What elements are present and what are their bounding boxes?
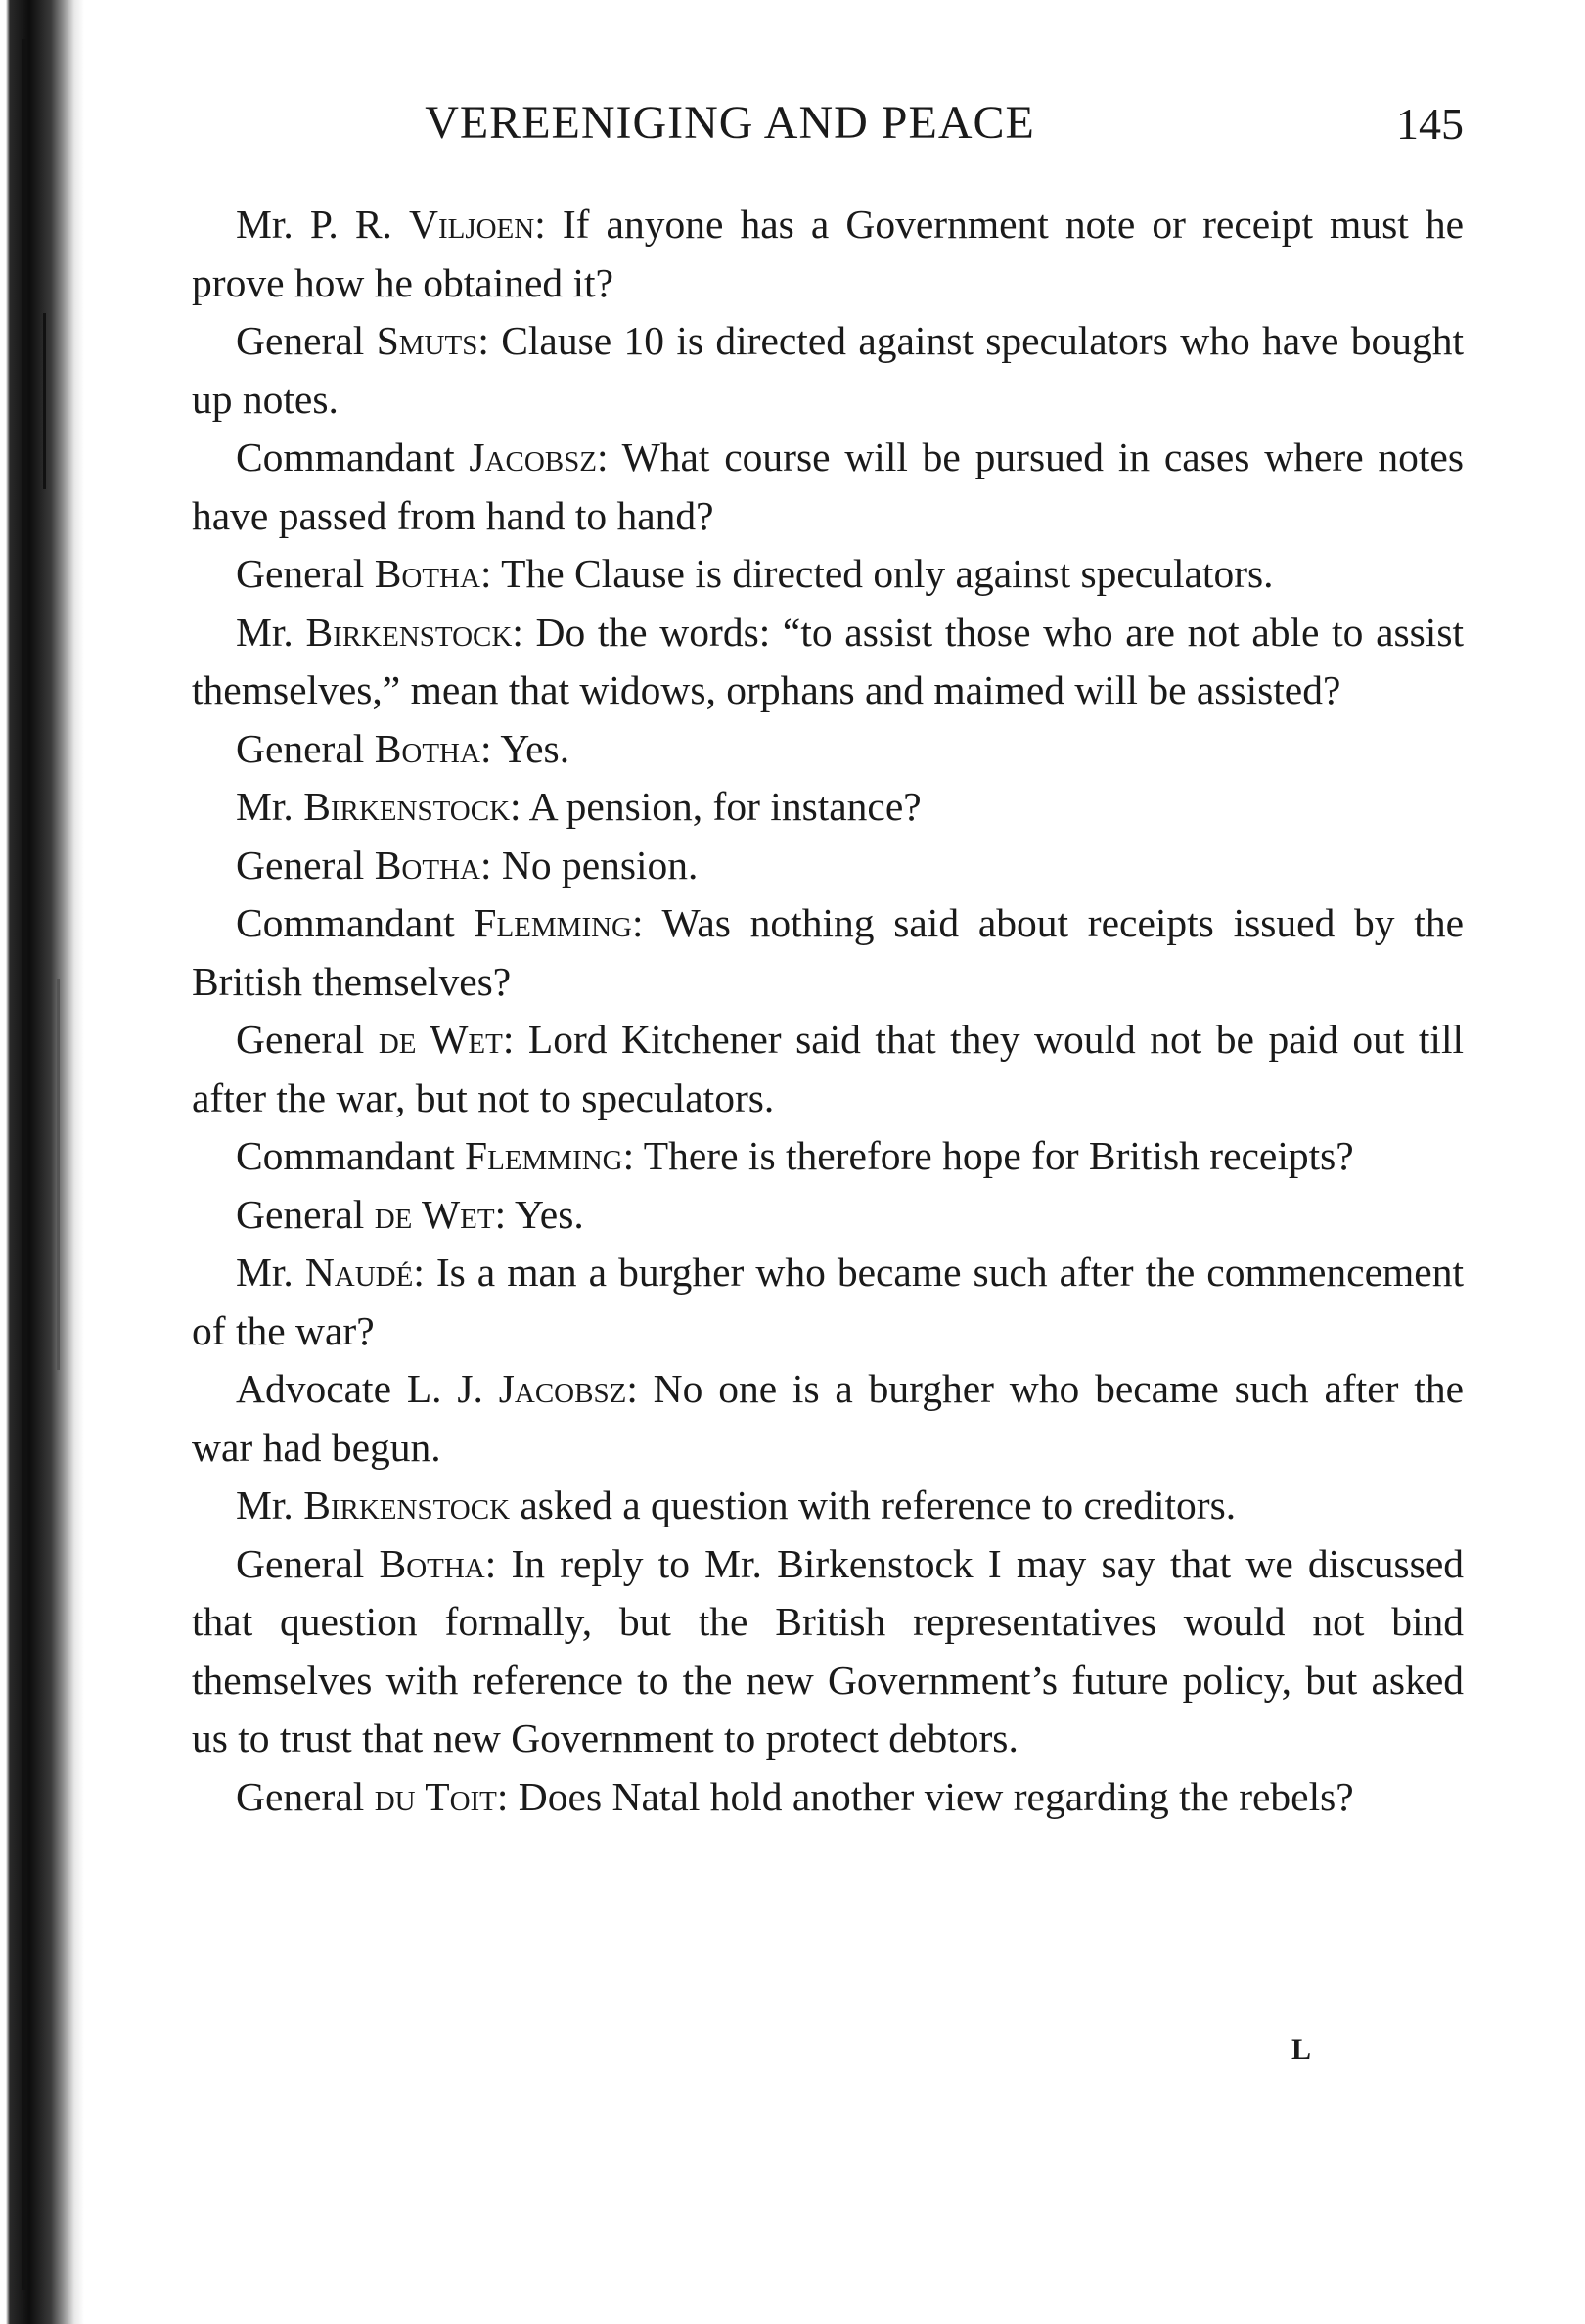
paragraph: General Botha: No pension. xyxy=(236,842,699,888)
speaker-name: Botha xyxy=(374,842,480,888)
paragraph: General Botha: In reply to Mr. Birkenstock I may say that we discussed that question formally, but the British representatives would not bind themselves with reference to the new Government’s future policy, but asked us to trust that new Government to protect debtors. xyxy=(192,1540,1464,1760)
paragraph: Mr. P. R. Viljoen: If anyone has a Government note or receipt must he prove how he obtained it? xyxy=(192,202,1465,305)
speaker-name: Birkenstock xyxy=(303,784,511,829)
speaker-name: Naudé xyxy=(304,1250,414,1295)
speaker-name: de Wet xyxy=(378,1017,503,1062)
paragraph: General Botha: The Clause is directed only against speculators. xyxy=(236,551,1274,596)
running-head: VEREENIGING AND PEACE xyxy=(425,97,1035,149)
paragraph: Commandant Flemming: Was nothing said about receipts issued by the British themselves? xyxy=(192,900,1465,1004)
paragraph: General Smuts: Clause 10 is directed against speculators who have bought up notes. xyxy=(192,318,1464,422)
speaker-name: Smuts xyxy=(376,318,478,363)
signature-mark: L xyxy=(1291,2033,1312,2066)
speaker-name: Birkenstock xyxy=(303,1482,511,1527)
speaker-name: Viljoen xyxy=(408,202,535,247)
paragraph: Mr. Naudé: Is a man a burgher who became such after the commencement of the war? xyxy=(192,1250,1465,1353)
speaker-name: Birkenstock xyxy=(305,609,513,655)
binding-streak xyxy=(22,39,26,2290)
speaker-name: Botha xyxy=(379,1540,485,1586)
speaker-name: Botha xyxy=(374,725,480,771)
page-number: 145 xyxy=(1396,99,1464,149)
speaker-name: Flemming xyxy=(465,1133,623,1178)
binding-streak xyxy=(43,313,46,489)
body-text xyxy=(192,196,1464,1826)
paragraph: Mr. Birkenstock: A pension, for instance? xyxy=(236,784,922,829)
speaker-name: de Wet xyxy=(374,1191,495,1237)
paragraph: General de Wet: Yes. xyxy=(236,1191,584,1237)
page-header xyxy=(192,96,1464,155)
paragraph: Commandant Jacobsz: What course will be pursued in cases where notes have passed from hand to hand? xyxy=(192,434,1464,538)
speaker-name: Jacobsz xyxy=(469,434,597,479)
book-binding-shadow xyxy=(0,0,84,2324)
binding-streak xyxy=(57,979,60,1370)
paragraph: Advocate L. J. Jacobsz: No one is a burgher who became such after the war had begun. xyxy=(192,1366,1465,1470)
speaker-name: Jacobsz xyxy=(498,1366,627,1411)
paragraph: Mr. Birkenstock: Do the words: “to assist those who are not able to assist themselves,” mean that widows, orphans and maimed will be assisted? xyxy=(192,609,1464,712)
paragraph: Commandant Flemming: There is therefore hope for British receipts? xyxy=(236,1133,1354,1178)
speaker-name: du Toit xyxy=(374,1773,497,1819)
paragraph: General de Wet: Lord Kitchener said that they would not be paid out till after the war, but not to speculators. xyxy=(192,1017,1465,1120)
paragraph: Mr. Birkenstock asked a question with reference to creditors. xyxy=(236,1482,1237,1527)
paragraph: General Botha: Yes. xyxy=(236,725,570,771)
speaker-name: Botha xyxy=(374,551,480,596)
paragraph: General du Toit: Does Natal hold another view regarding the rebels? xyxy=(236,1773,1354,1819)
speaker-name: Flemming xyxy=(474,900,632,945)
